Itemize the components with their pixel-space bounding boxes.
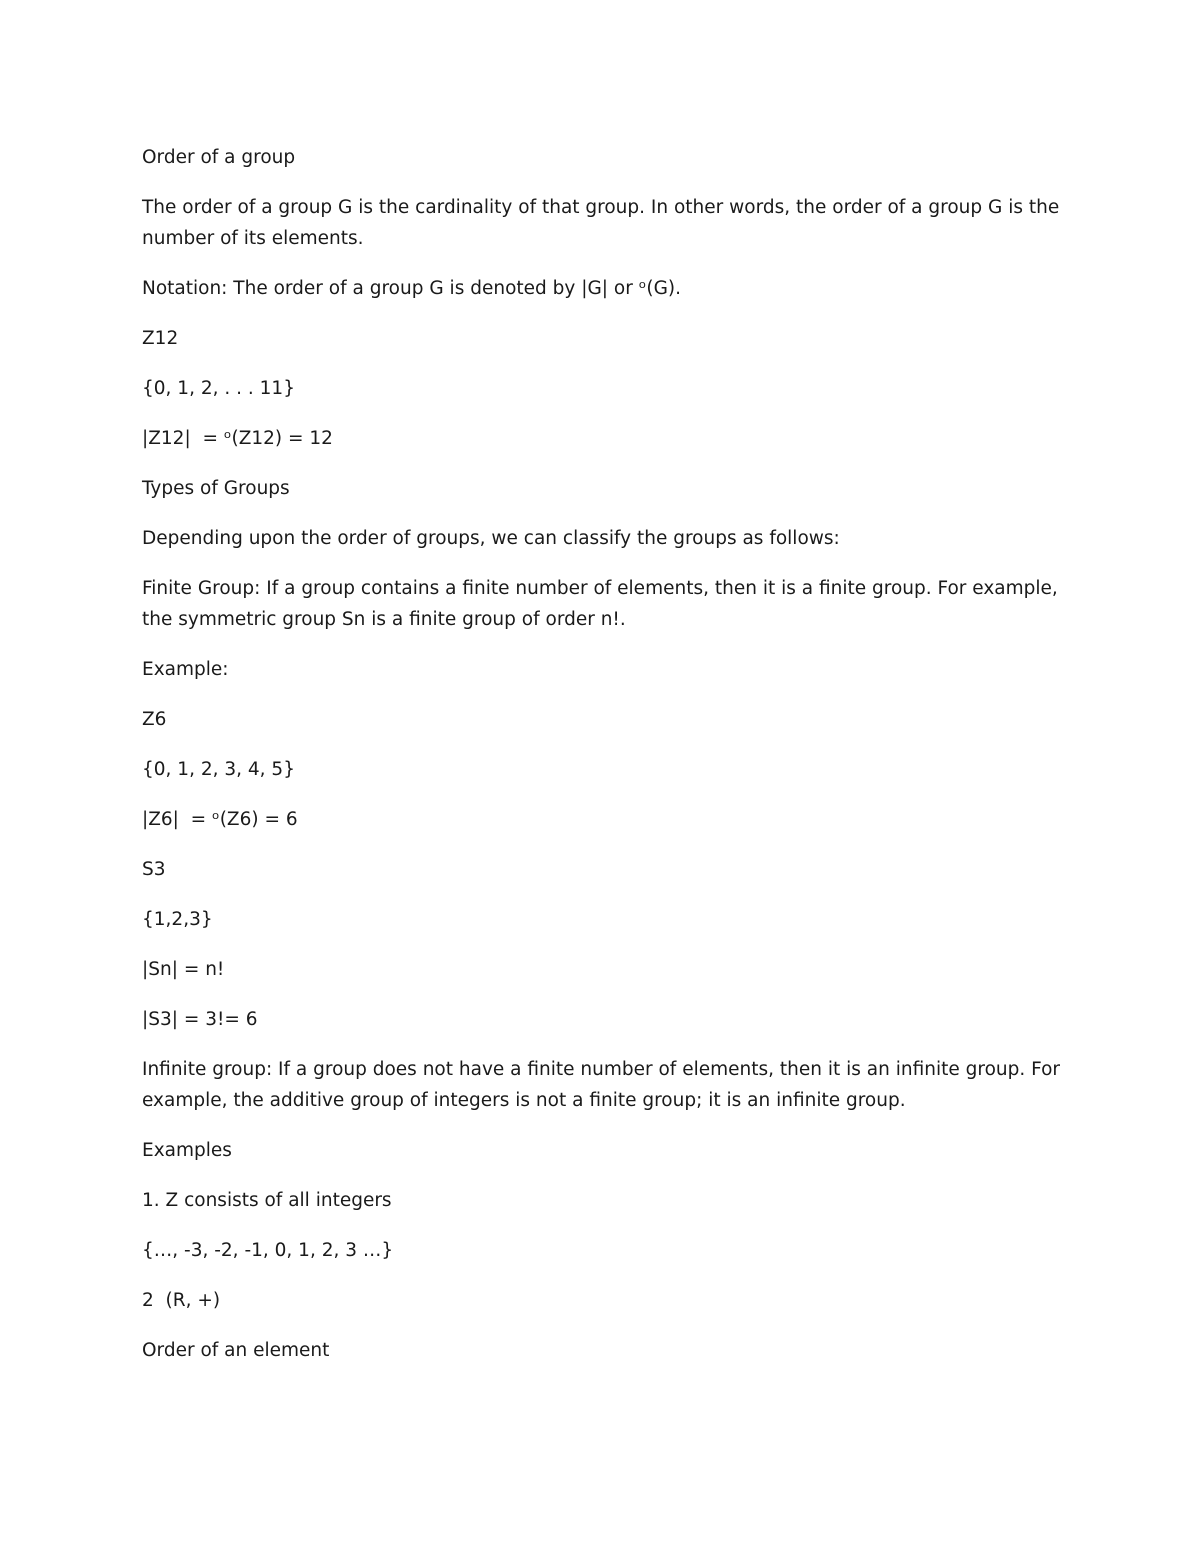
label-examples: Examples [142, 1140, 232, 1161]
paragraph-definition: The order of a group G is the cardinality of that group. In other words, the order of a group G is the number of its elements. [142, 197, 1066, 249]
paragraph-infinite-group: Infinite group: If a group does not have a finite number of elements, then it is an infinite group. For example, the additive group of integers is not a finite group; it is an infinite group. [142, 1059, 1066, 1111]
document-body [142, 142, 1066, 1385]
list-item-1: 1. Z consists of all integers [142, 1190, 392, 1211]
line-z12-set: {0, 1, 2, . . . 11} [142, 378, 295, 399]
line-z6-order: |Z6| = ᵒ(Z6) = 6 [142, 809, 298, 830]
line-integers-set: {…, -3, -2, -1, 0, 1, 2, 3 …} [142, 1240, 394, 1261]
paragraph-notation: Notation: The order of a group G is denoted by |G| or ᵒ(G). [142, 278, 682, 299]
line-s3: S3 [142, 859, 166, 880]
heading-order-of-element: Order of an element [142, 1340, 330, 1361]
line-s3-order: |S3| = 3!= 6 [142, 1009, 258, 1030]
line-z12-order: |Z12| = ᵒ(Z12) = 12 [142, 428, 333, 449]
line-z6-set: {0, 1, 2, 3, 4, 5} [142, 759, 295, 780]
heading-order-of-group: Order of a group [142, 147, 296, 168]
heading-types-of-groups: Types of Groups [142, 478, 290, 499]
paragraph-finite-group: Finite Group: If a group contains a finite number of elements, then it is a finite group. For example, the symmetric group Sn is a finite group of order n!. [142, 578, 1064, 630]
line-sn-order: |Sn| = n! [142, 959, 225, 980]
line-z12: Z12 [142, 328, 179, 349]
list-item-2: 2 (R, +) [142, 1290, 221, 1311]
line-s3-set: {1,2,3} [142, 909, 213, 930]
paragraph-classify: Depending upon the order of groups, we can classify the groups as follows: [142, 528, 840, 549]
label-example: Example: [142, 659, 229, 680]
line-z6: Z6 [142, 709, 167, 730]
